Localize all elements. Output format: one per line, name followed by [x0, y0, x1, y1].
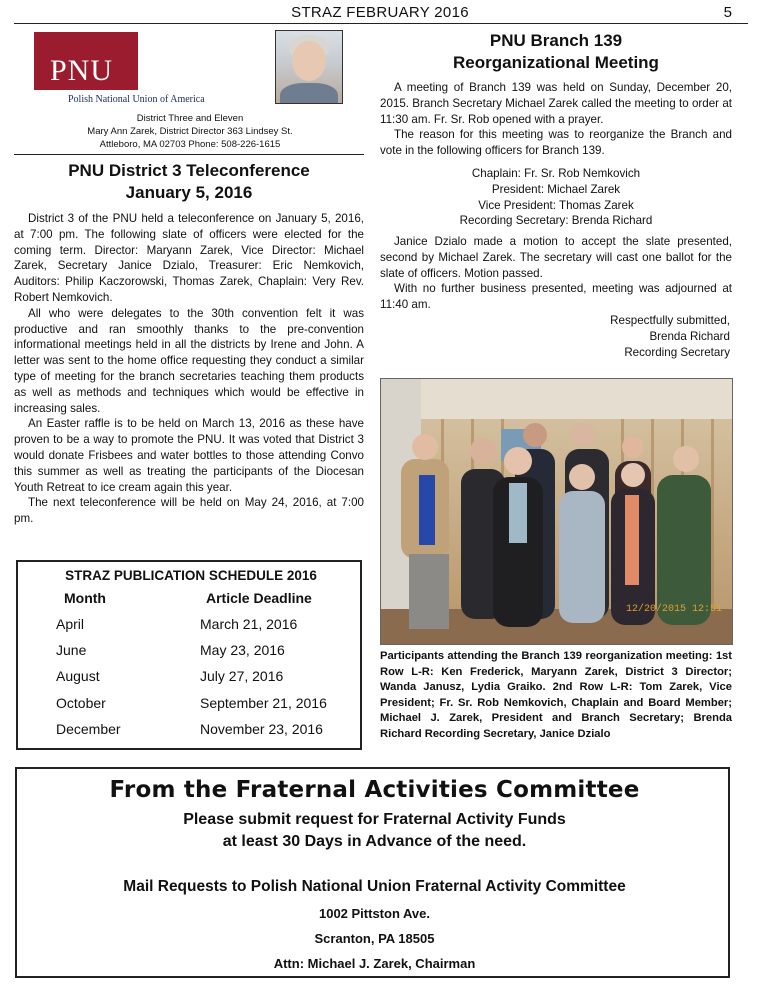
- fraternal-request-line-1: Please submit request for Fraternal Activity Funds: [183, 811, 566, 828]
- schedule-month: December: [56, 721, 121, 737]
- schedule-header-month: Month: [64, 590, 106, 606]
- teleconference-title: PNU District 3 Teleconference: [68, 161, 310, 180]
- teleconference-date: January 5, 2016: [125, 183, 253, 202]
- schedule-month: April: [56, 616, 85, 632]
- signoff-name: Brenda Richard: [649, 329, 730, 343]
- fraternal-address-line-1: 1002 Pittston Ave.: [318, 906, 431, 921]
- schedule-title: STRAZ PUBLICATION SCHEDULE 2016: [65, 568, 317, 583]
- publication-schedule-box: [16, 560, 362, 750]
- schedule-deadline: May 23, 2016: [200, 642, 285, 658]
- branch-paragraph: The reason for this meeting was to reorganize the Branch and vote in the following officers for Branch 139.: [380, 128, 732, 158]
- pnu-logo-text: PNU: [50, 54, 114, 87]
- portrait-shoulders: [280, 83, 338, 104]
- branch-officers-list: [380, 166, 732, 229]
- schedule-month: June: [56, 642, 87, 658]
- fraternal-attn: Attn: Michael J. Zarek, Chairman: [273, 956, 476, 971]
- signoff-line: Respectfully submitted,: [610, 314, 730, 327]
- header-divider: [14, 23, 748, 24]
- group-photo-caption: Participants attending the Branch 139 reorganization meeting: 1st Row L-R: Ken Frederick, Maryann Zarek, District 3 Director; Wanda Janusz, Lydia Graiko. 2nd Row L-R: Tom Zarek, Vice President; Fr. Sr. Rob Nemkovich, Chaplain and Board Member; Michael J. Zarek, President and Branch Secretary; Brenda Richard Recording Secretary, Janice Dzialo: [380, 650, 732, 740]
- fraternal-request-line-2: at least 30 Days in Advance of the need.: [222, 833, 527, 850]
- teleconference-paragraph: An Easter raffle is to be held on March 13, 2016 as these have proven to be a way to promote the PNU. It was voted that District 3 would donate Frisbees and water bottles to those attending Convo this summer as well as treating the participants of the Diocesan Youth Retreat to ice cream again this year.: [14, 417, 364, 494]
- branch-signoff: [380, 313, 730, 360]
- officer-line: Chaplain: Fr. Sr. Rob Nemkovich: [471, 167, 641, 180]
- branch-paragraph: With no further business presented, meeting was adjourned at 11:40 am.: [380, 282, 732, 312]
- branch-heading: [380, 30, 732, 74]
- branch-intro: [380, 80, 732, 159]
- district-line-2: Mary Ann Zarek, District Director 363 Lindsey St.: [87, 126, 293, 137]
- signoff-role: Recording Secretary: [624, 345, 730, 359]
- schedule-deadline: November 23, 2016: [200, 721, 323, 737]
- photo-timestamp: 12/20/2015 12:51: [626, 604, 723, 615]
- schedule-deadline: September 21, 2016: [200, 695, 327, 711]
- left-column-divider: [14, 154, 364, 155]
- group-photo-illustration: [381, 379, 732, 644]
- officer-line: Recording Secretary: Brenda Richard: [459, 214, 653, 228]
- branch-group-photo: [380, 378, 733, 645]
- branch-subtitle: Reorganizational Meeting: [453, 53, 659, 72]
- schedule-deadline: July 27, 2016: [200, 668, 284, 684]
- schedule-month: August: [56, 668, 100, 684]
- branch-paragraph: A meeting of Branch 139 was held on Sunday, December 20, 2015. Branch Secretary Michael Zarek called the meeting to order at 11:30 am. Fr. Sr. Rob opened with a prayer.: [380, 81, 732, 126]
- fraternal-address-line-2: Scranton, PA 18505: [314, 931, 435, 946]
- portrait-face: [292, 41, 326, 81]
- schedule-month: October: [56, 695, 106, 711]
- officer-line: President: Michael Zarek: [491, 182, 621, 196]
- page-number: 5: [723, 4, 732, 21]
- district-line-3: Attleboro, MA 02703 Phone: 508-226-1615: [99, 139, 281, 150]
- schedule-row: [56, 616, 356, 642]
- pnu-logo-subtitle: Polish National Union of America: [68, 94, 205, 105]
- teleconference-paragraph: District 3 of the PNU held a teleconference on January 5, 2016, at 7:00 pm. The following slate of officers were elected for the coming term. Director: Maryann Zarek, Vice Director: Michael Zarek, Secretary Janice Dzialo, Treasurer: Eric Nemkovich, Auditors: Philip Kaczorowski, Thomas Zarek, Chaplain: Very Rev. Robert Nemkovich.: [14, 212, 364, 304]
- schedule-row: [56, 721, 356, 747]
- fraternal-mail-line: Mail Requests to Polish National Union Fraternal Activity Committee: [123, 878, 626, 895]
- branch-title: PNU Branch 139: [489, 31, 623, 50]
- schedule-deadline: March 21, 2016: [200, 616, 298, 632]
- officer-line: Vice President: Thomas Zarek: [478, 198, 634, 212]
- fraternal-title: From the Fraternal Activities Committee: [109, 777, 640, 803]
- schedule-row: [56, 695, 356, 721]
- teleconference-heading: [14, 160, 364, 204]
- schedule-header-deadline: Article Deadline: [206, 590, 312, 606]
- branch-closing: [380, 234, 732, 313]
- branch-paragraph: Janice Dzialo made a motion to accept the slate presented, second by Michael Zarek. The secretary will cast one ballot for the slate of officers. Motion passed.: [380, 235, 732, 280]
- teleconference-article-body: [14, 211, 364, 527]
- district-info: [60, 112, 320, 151]
- district-line-1: District Three and Eleven: [136, 113, 244, 124]
- schedule-row: [56, 668, 356, 694]
- fraternal-activities-box: [15, 767, 730, 978]
- director-portrait-photo: [275, 30, 343, 104]
- teleconference-paragraph: The next teleconference will be held on May 24, 2016, at 7:00 pm.: [14, 496, 364, 526]
- teleconference-paragraph: All who were delegates to the 30th convention felt it was productive and ran smoothly thanks to the pre-convention informational meetings held in all the districts by Irene and John. A letter was sent to the home office requesting they conduct a similar type of meeting for the branch secretaries teaching them products as well as methods and techniques which would be effective in increasing sales.: [14, 306, 364, 415]
- page-header-title: STRAZ FEBRUARY 2016: [291, 4, 469, 21]
- schedule-row: [56, 642, 356, 668]
